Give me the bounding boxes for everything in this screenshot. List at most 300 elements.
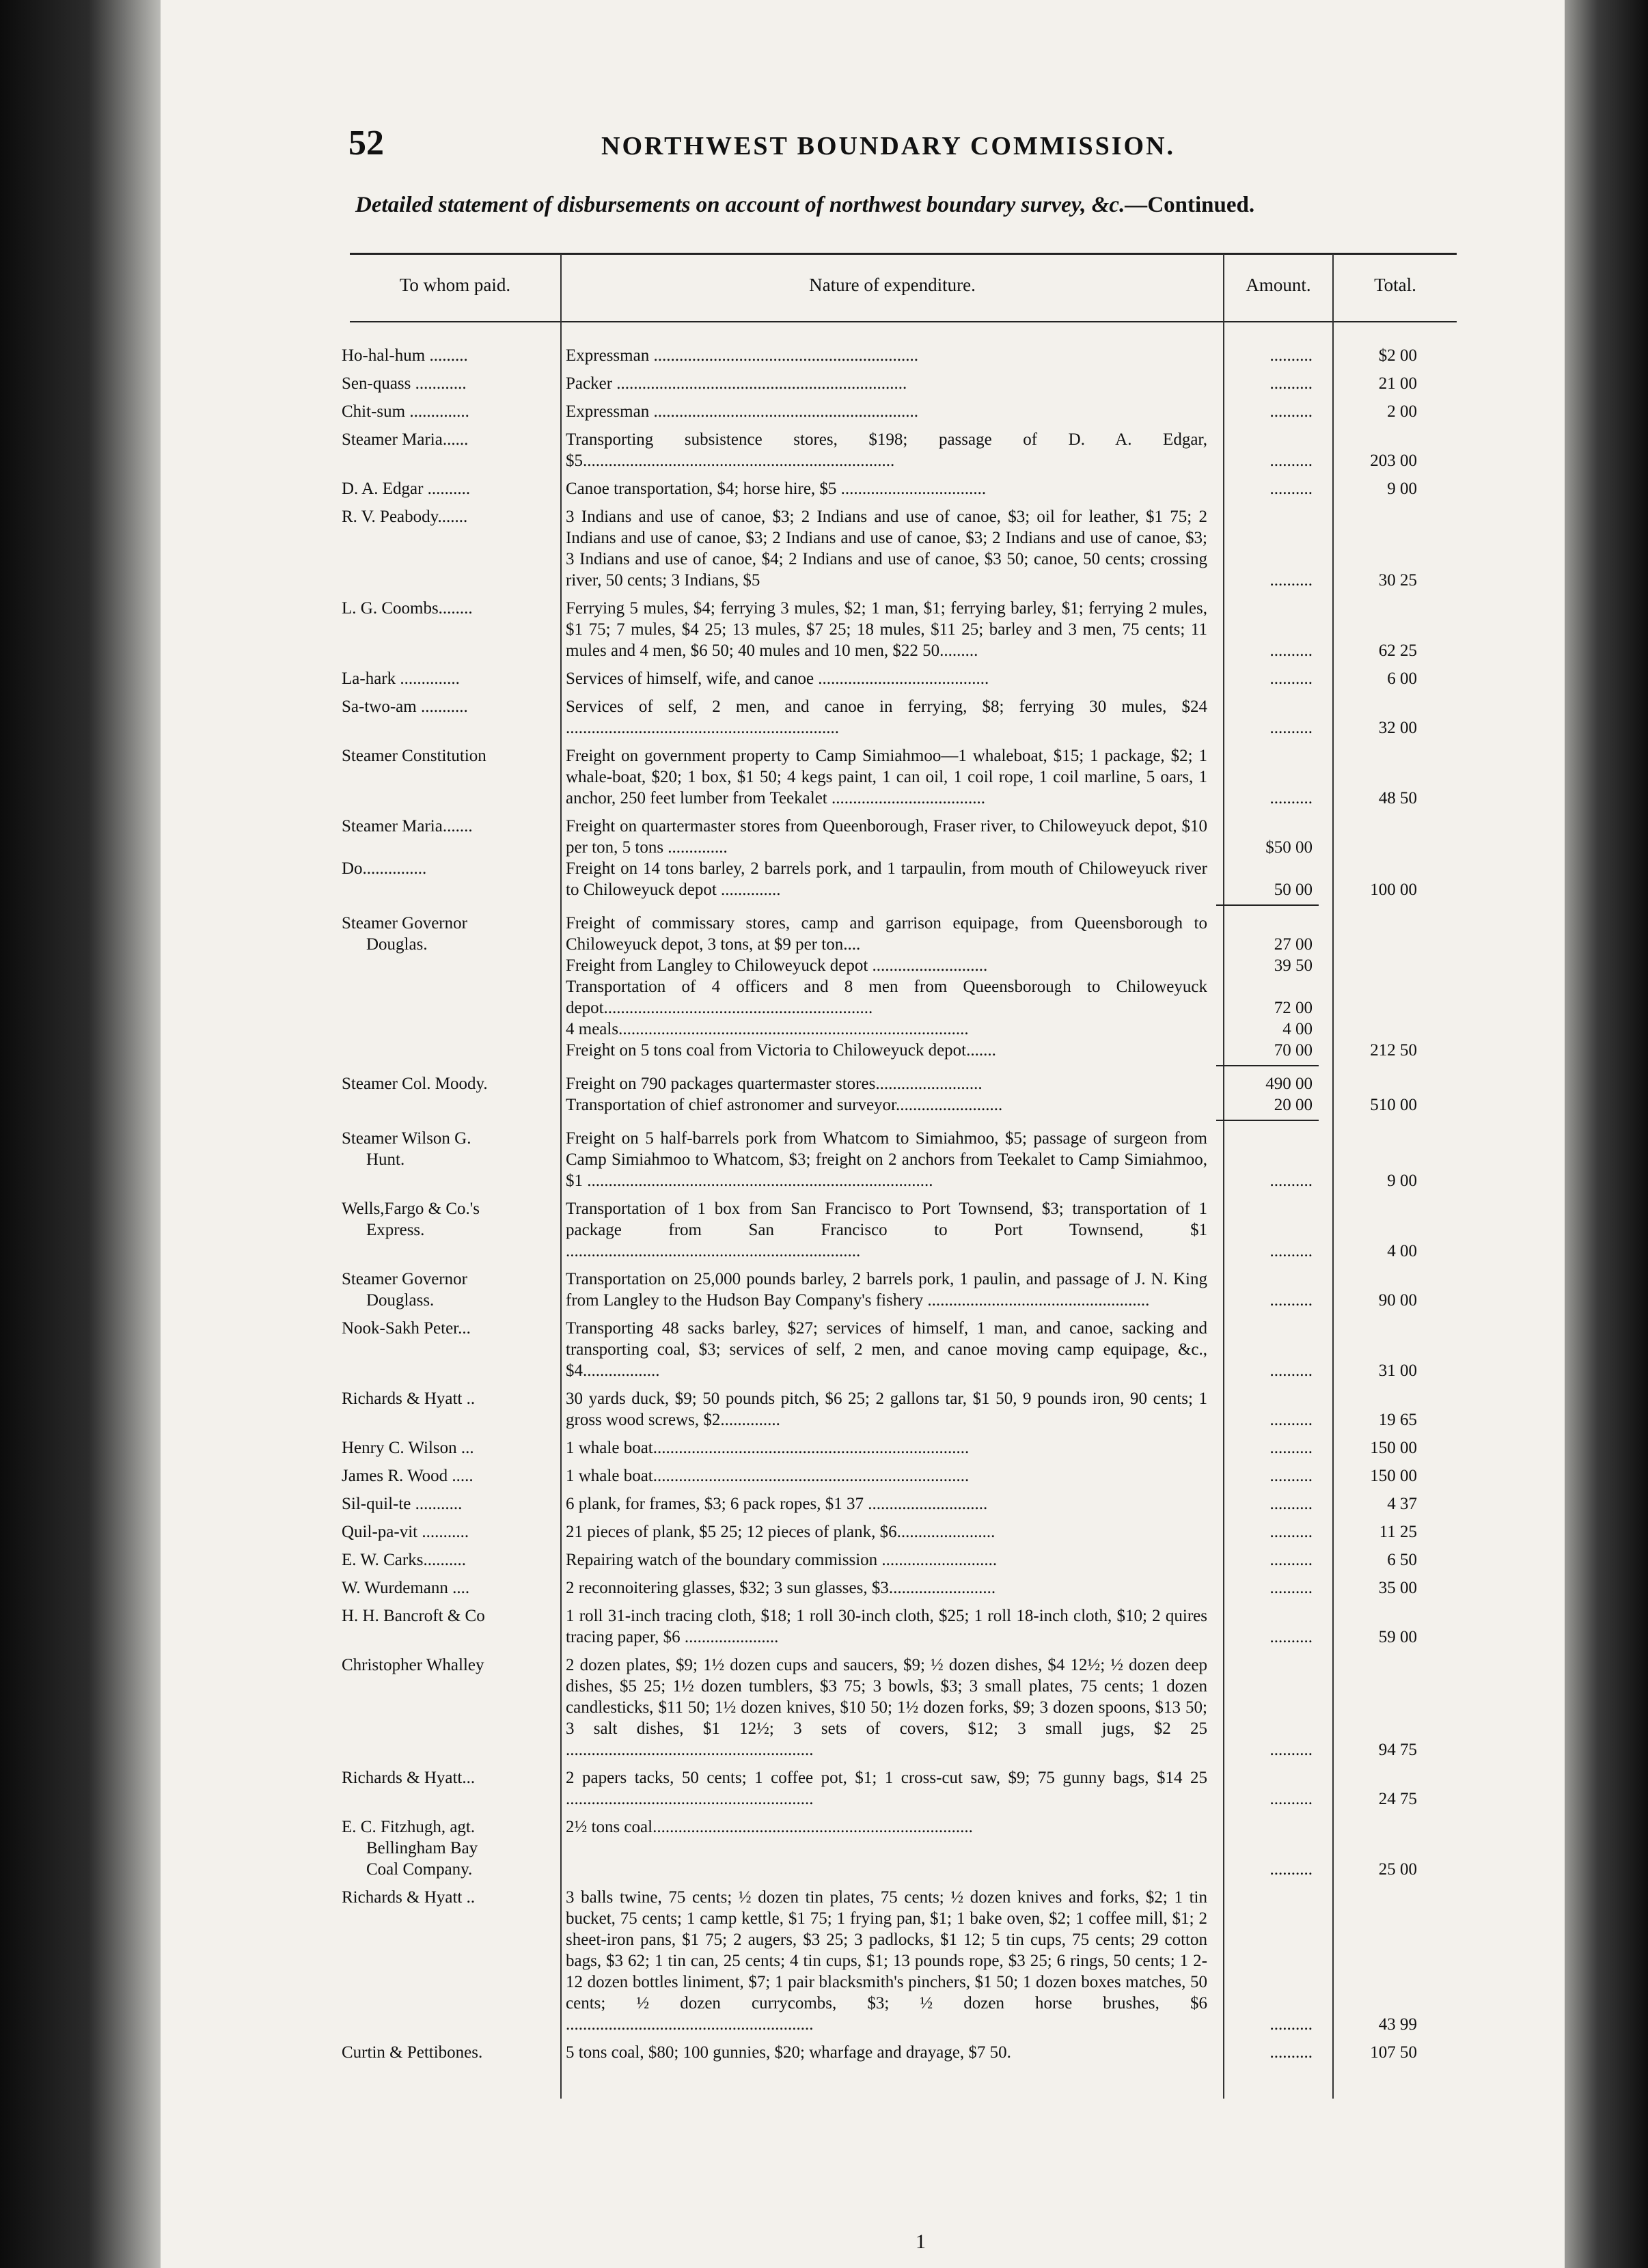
table-row	[342, 1040, 1455, 1061]
total-cell	[1322, 1577, 1442, 1599]
total-cell	[1322, 598, 1442, 661]
nature-cell: Freight on 5 half-barrels pork from Whatcom to Simiahmoo, $5; passage of surgeon from Camp Simiahmoo to Whatcom, $3; freight on 2 anchors from Teekalet to Camp Simiahmoo, $1 .................................................................................	[566, 1129, 1207, 1190]
row-spacer	[342, 499, 1455, 506]
payee-cell	[342, 745, 560, 809]
total-value: 2 00	[1387, 402, 1417, 421]
payee-line: L. G. Coombs........	[342, 599, 473, 618]
amount-value: ..........	[1269, 1741, 1313, 1759]
payee-line: Sil-quil-te ...........	[342, 1495, 463, 1513]
payee-cell	[342, 955, 560, 976]
amount-cell	[1213, 976, 1322, 1019]
row-spacer	[342, 2035, 1455, 2042]
table-subtitle	[355, 193, 1517, 218]
amount-cell	[1213, 429, 1322, 471]
book-binding-left	[0, 0, 161, 2268]
nature-cell: Transporting 48 sacks barley, $27; services of himself, 1 man, and canoe, sacking and transporting coal, $3; services of self, 2 men, and canoe moving camp equipage, &c., $4..................	[566, 1319, 1207, 1380]
row-spacer	[342, 471, 1455, 478]
amount-value: ..........	[1269, 1172, 1313, 1190]
row-spacer	[342, 906, 1455, 913]
amount-cell	[1213, 1073, 1322, 1094]
row-spacer	[342, 366, 1455, 373]
amount-value: 490 00	[1265, 1075, 1313, 1093]
row-spacer	[342, 1760, 1455, 1767]
nature-cell: 1 roll 31-inch tracing cloth, $18; 1 roll 30-inch cloth, $25; 1 roll 18-inch cloth, $10; 2 quires tracing paper, $6 ......................	[566, 1607, 1207, 1646]
nature-cell: 3 balls twine, 75 cents; ½ dozen tin plates, 75 cents; ½ dozen knives and forks, $2; 1 tin bucket, 75 cents; 1 camp kettle, $1 75; 1 frying pan, $1; 1 bake oven, $2; 1 coffee mill, $1; 2 sheet-iron pans, $1 75; 2 augers, $3 25; 3 padlocks, $1 12; 5 tin cups, 75 cents; 29 cotton bags, $3 62; 1 tin can, 25 cents; 4 tin cups, $1; 13 pounds rope, $3 25; 6 rings, 50 cents; 1 2-12 dozen bottles liniment, $7; 1 pair blacksmith's pinchers, $1 50; 1 dozen boxes matches, 50 cents; ½ dozen currycombs, $3; ½ dozen horse brushes, $6 ..........................................................	[566, 1888, 1207, 2034]
payee-cell	[342, 858, 560, 900]
payee-line: Christopher Whalley	[342, 1656, 484, 1674]
column-header-amount: Amount.	[1246, 275, 1311, 295]
table-row	[342, 1019, 1455, 1040]
amount-value: ..........	[1269, 452, 1313, 470]
row-spacer	[342, 661, 1455, 668]
payee-cell	[342, 1269, 560, 1311]
amount-value: ..........	[1269, 719, 1313, 737]
nature-cell: 30 yards duck, $9; 50 pounds pitch, $6 25; 2 gallons tar, $1 50, 9 pounds iron, 90 cents; 1 gross wood screws, $2..............	[566, 1389, 1207, 1429]
total-cell	[1322, 1269, 1442, 1311]
amount-cell	[1213, 1767, 1322, 1810]
payee-cell	[342, 1019, 560, 1040]
total-cell	[1322, 1040, 1442, 1061]
total-value: 4 37	[1387, 1495, 1417, 1513]
footer-mark: 1	[916, 2230, 926, 2253]
payee-line: Do...............	[342, 859, 427, 878]
subtitle-continued: Continued.	[1147, 193, 1255, 217]
table-row	[342, 913, 1455, 955]
amount-cell	[1213, 506, 1322, 591]
amount-cell	[1213, 1094, 1322, 1116]
payee-line: D. A. Edgar ..........	[342, 480, 471, 498]
table-row	[342, 2042, 1455, 2063]
table-row	[342, 745, 1455, 809]
payee-cell	[342, 1887, 560, 2035]
payee-line: Curtin & Pettibones.	[342, 2043, 483, 2062]
payee-line: Quil-pa-vit ...........	[342, 1523, 469, 1541]
payee-cell	[342, 401, 560, 422]
payee-cell	[342, 2042, 560, 2063]
amount-value: 39 50	[1274, 956, 1313, 975]
payee-line: Sa-two-am ...........	[342, 697, 468, 716]
row-spacer	[342, 1571, 1455, 1577]
amount-cell	[1213, 1019, 1322, 1040]
total-value: 9 00	[1387, 1172, 1417, 1190]
book-binding-right	[1565, 0, 1648, 2268]
amount-cell	[1213, 478, 1322, 499]
payee-line: H. H. Bancroft & Co	[342, 1607, 485, 1625]
nature-cell: Repairing watch of the boundary commission ...........................	[566, 1551, 998, 1569]
row-spacer	[342, 1458, 1455, 1465]
payee-line: R. V. Peabody.......	[342, 508, 468, 526]
amount-cell	[1213, 745, 1322, 809]
total-cell	[1322, 2042, 1442, 2063]
total-value: 11 25	[1379, 1523, 1417, 1541]
payee-line: Steamer Governor	[342, 1270, 467, 1288]
payee-cell	[342, 1816, 560, 1880]
total-cell	[1322, 1388, 1442, 1430]
nature-cell: 5 tons coal, $80; 100 gunnies, $20; wharfage and drayage, $7 50.	[566, 2043, 1011, 2062]
table-row	[342, 955, 1455, 976]
total-value: $2 00	[1378, 346, 1417, 365]
payee-line: Steamer Col. Moody.	[342, 1075, 488, 1093]
row-spacer	[342, 1191, 1455, 1198]
amount-cell	[1213, 373, 1322, 394]
payee-line: Chit-sum ..............	[342, 402, 469, 421]
payee-cell	[342, 696, 560, 738]
total-cell	[1322, 506, 1442, 591]
nature-cell: Transportation of 4 officers and 8 men from Queensborough to Chiloweyuck depot...............................................................	[566, 978, 1207, 1017]
amount-cell	[1213, 955, 1322, 976]
amount-cell	[1213, 1269, 1322, 1311]
row-spacer	[342, 1381, 1455, 1388]
payee-cell	[342, 1198, 560, 1262]
amount-value: ..........	[1269, 669, 1313, 688]
table-row	[342, 478, 1455, 499]
amount-cell	[1213, 345, 1322, 366]
disbursement-table-body	[342, 345, 1455, 2070]
payee-cell	[342, 1605, 560, 1648]
amount-value: ..........	[1269, 1291, 1313, 1310]
table-row	[342, 858, 1455, 900]
payee-line: Richards & Hyatt...	[342, 1769, 476, 1787]
total-value: 25 00	[1378, 1860, 1417, 1879]
amount-cell	[1213, 1318, 1322, 1381]
total-cell	[1322, 373, 1442, 394]
nature-cell: Transporting subsistence stores, $198; passage of D. A. Edgar, $5.........................................................................	[566, 430, 1207, 470]
total-value: 510 00	[1370, 1096, 1417, 1114]
payee-cell	[342, 345, 560, 366]
table-row	[342, 1388, 1455, 1430]
amount-value: ..........	[1269, 374, 1313, 393]
total-cell	[1322, 345, 1442, 366]
row-spacer	[342, 1648, 1455, 1655]
payee-line: Hunt.	[366, 1150, 405, 1169]
amount-cell	[1213, 1465, 1322, 1486]
amount-cell	[1213, 2042, 1322, 2063]
amount-value: ..........	[1269, 1495, 1313, 1513]
payee-cell	[342, 506, 560, 591]
total-value: 203 00	[1370, 452, 1417, 470]
total-value: 19 65	[1378, 1411, 1417, 1429]
page-number: 52	[348, 124, 384, 163]
amount-value: 4 00	[1282, 1020, 1313, 1038]
amount-value: ..........	[1269, 1242, 1313, 1260]
total-value: 107 50	[1370, 2043, 1417, 2062]
amount-cell	[1213, 1388, 1322, 1430]
amount-value: 70 00	[1274, 1041, 1313, 1060]
row-spacer	[342, 689, 1455, 696]
total-value: 43 99	[1378, 2015, 1417, 2034]
row-spacer	[342, 1430, 1455, 1437]
amount-value: ..........	[1269, 346, 1313, 365]
row-spacer	[342, 1066, 1455, 1073]
amount-cell	[1213, 1887, 1322, 2035]
payee-line: Steamer Maria......	[342, 430, 469, 449]
table-row	[342, 1073, 1455, 1094]
total-value: 6 50	[1387, 1551, 1417, 1569]
table-row	[342, 1318, 1455, 1381]
payee-cell	[342, 1655, 560, 1760]
amount-cell	[1213, 1437, 1322, 1458]
table-row	[342, 696, 1455, 738]
running-title: NORTHWEST BOUNDARY COMMISSION.	[601, 132, 1176, 161]
total-value: 59 00	[1378, 1628, 1417, 1646]
row-spacer	[342, 1515, 1455, 1521]
amount-cell	[1213, 1128, 1322, 1191]
nature-cell: Transportation on 25,000 pounds barley, 2 barrels pork, 1 paulin, and passage of J. N. King from Langley to the Hudson Bay Company's fishery ....................................................	[566, 1270, 1207, 1310]
nature-cell: Freight on quartermaster stores from Queenborough, Fraser river, to Chiloweyuck depot, $10 per ton, 5 tons ..............	[566, 817, 1207, 857]
payee-line: Nook-Sakh Peter...	[342, 1319, 471, 1338]
amount-value: ..........	[1269, 1790, 1313, 1808]
row-spacer	[342, 1880, 1455, 1887]
payee-line: Ho-hal-hum .........	[342, 346, 468, 365]
total-cell	[1322, 1094, 1442, 1116]
total-value: 62 25	[1378, 641, 1417, 660]
table-row	[342, 1655, 1455, 1760]
amount-cell	[1213, 598, 1322, 661]
column-header-nature: Nature of expenditure.	[809, 275, 976, 295]
table-header-rule	[350, 321, 1457, 322]
amount-cell	[1213, 1521, 1322, 1543]
payee-line: Steamer Maria.......	[342, 817, 473, 835]
table-row	[342, 1816, 1455, 1880]
total-cell	[1322, 401, 1442, 422]
payee-cell	[342, 1521, 560, 1543]
payee-cell	[342, 373, 560, 394]
amount-value: ..........	[1269, 641, 1313, 660]
table-row	[342, 1094, 1455, 1116]
total-cell	[1322, 1887, 1442, 2035]
total-value: 24 75	[1378, 1790, 1417, 1808]
nature-cell: 2 papers tacks, 50 cents; 1 coffee pot, $1; 1 cross-cut saw, $9; 75 gunny bags, $14 25 ..........................................................	[566, 1769, 1207, 1808]
total-value: 35 00	[1378, 1579, 1417, 1597]
table-row	[342, 1577, 1455, 1599]
total-value: 90 00	[1378, 1291, 1417, 1310]
amount-value: ..........	[1269, 1628, 1313, 1646]
payee-line: Coal Company.	[366, 1860, 473, 1879]
total-cell	[1322, 1128, 1442, 1191]
total-value: 30 25	[1378, 571, 1417, 590]
amount-cell	[1213, 1577, 1322, 1599]
nature-cell: 3 Indians and use of canoe, $3; 2 Indians and use of canoe, $3; oil for leather, $1 75; 2 Indians and use of canoe, $3; 2 Indians and use of canoe, $3; 2 Indians and use of canoe, $3; 3 Indians and use of canoe, $4; 2 Indians and use of canoe, $3 50; canoe, 50 cents; crossing river, 50 cents; 3 Indians, $5	[566, 508, 1207, 590]
table-row	[342, 1767, 1455, 1810]
payee-line: E. C. Fitzhugh, agt.	[342, 1818, 476, 1836]
nature-cell: Freight from Langley to Chiloweyuck depot ...........................	[566, 956, 988, 975]
payee-cell	[342, 1767, 560, 1810]
payee-cell	[342, 1437, 560, 1458]
table-row	[342, 1605, 1455, 1648]
amount-value: ..........	[1269, 1523, 1313, 1541]
row-spacer	[342, 1599, 1455, 1605]
payee-cell	[342, 1128, 560, 1191]
payee-line: Richards & Hyatt ..	[342, 1389, 476, 1408]
row-spacer	[342, 1486, 1455, 1493]
table-row	[342, 1549, 1455, 1571]
amount-value: ..........	[1269, 1361, 1313, 1380]
table-row	[342, 1269, 1455, 1311]
column-header-to-whom-paid: To whom paid.	[399, 275, 511, 295]
amount-cell	[1213, 858, 1322, 900]
payee-cell	[342, 913, 560, 955]
payee-line: Express.	[366, 1221, 425, 1239]
total-cell	[1322, 1318, 1442, 1381]
payee-cell	[342, 1388, 560, 1430]
row-spacer	[342, 809, 1455, 816]
payee-line: Wells,Fargo & Co.'s	[342, 1200, 480, 1218]
table-row	[342, 598, 1455, 661]
table-row	[342, 1198, 1455, 1262]
total-value: 4 00	[1387, 1242, 1417, 1260]
amount-cell	[1213, 1605, 1322, 1648]
nature-cell: 4 meals..................................................................................	[566, 1020, 969, 1038]
total-value: 212 50	[1370, 1041, 1417, 1060]
table-row	[342, 401, 1455, 422]
row-spacer	[342, 1810, 1455, 1816]
total-cell	[1322, 429, 1442, 471]
table-row	[342, 429, 1455, 471]
payee-cell	[342, 668, 560, 689]
total-cell	[1322, 1198, 1442, 1262]
payee-cell	[342, 816, 560, 858]
amount-value: ..........	[1269, 571, 1313, 590]
payee-line: E. W. Carks..........	[342, 1551, 466, 1569]
nature-cell: 1 whale boat..........................................................................	[566, 1439, 970, 1457]
payee-cell	[342, 1040, 560, 1061]
total-cell	[1322, 1437, 1442, 1458]
payee-line: Sen-quass ............	[342, 374, 467, 393]
payee-line: La-hark ..............	[342, 669, 460, 688]
total-cell	[1322, 1816, 1442, 1880]
payee-line: Steamer Wilson G.	[342, 1129, 471, 1148]
row-spacer	[342, 1311, 1455, 1318]
total-value: 21 00	[1378, 374, 1417, 393]
amount-cell	[1213, 1549, 1322, 1571]
table-row	[342, 1437, 1455, 1458]
amount-value: ..........	[1269, 1579, 1313, 1597]
payee-line: W. Wurdemann ....	[342, 1579, 470, 1597]
total-value: 150 00	[1370, 1467, 1417, 1485]
amount-value: ..........	[1269, 789, 1313, 807]
amount-value: 27 00	[1274, 935, 1313, 954]
nature-cell: 6 plank, for frames, $3; 6 pack ropes, $1 37 ............................	[566, 1495, 988, 1513]
nature-cell: Transportation of chief astronomer and surveyor.........................	[566, 1096, 1003, 1114]
amount-value: ..........	[1269, 2015, 1313, 2034]
row-spacer	[342, 1262, 1455, 1269]
row-spacer	[342, 394, 1455, 401]
total-cell	[1322, 745, 1442, 809]
payee-cell	[342, 429, 560, 471]
nature-cell: Services of himself, wife, and canoe ........................................	[566, 669, 989, 688]
total-cell	[1322, 858, 1442, 900]
row-spacer	[342, 1121, 1455, 1128]
amount-cell	[1213, 816, 1322, 858]
payee-cell	[342, 1549, 560, 1571]
payee-cell	[342, 1493, 560, 1515]
amount-value: ..........	[1269, 1439, 1313, 1457]
nature-cell: 21 pieces of plank, $5 25; 12 pieces of plank, $6.......................	[566, 1523, 995, 1541]
payee-cell	[342, 1465, 560, 1486]
nature-cell: Freight on 790 packages quartermaster stores.........................	[566, 1075, 983, 1093]
table-row	[342, 1465, 1455, 1486]
amount-value: ..........	[1269, 1860, 1313, 1879]
nature-cell: 2 reconnoitering glasses, $32; 3 sun glasses, $3.........................	[566, 1579, 996, 1597]
amount-value: 50 00	[1274, 881, 1313, 899]
total-value: 100 00	[1370, 881, 1417, 899]
subtitle-text: Detailed statement of disbursements on account of northwest boundary survey, &c.—	[355, 193, 1148, 217]
table-row	[342, 668, 1455, 689]
nature-cell: Freight of commissary stores, camp and garrison equipage, from Queensborough to Chiloweyuck depot, 3 tons, at $9 per ton....	[566, 914, 1207, 954]
amount-cell	[1213, 1816, 1322, 1880]
row-spacer	[342, 422, 1455, 429]
payee-line: Bellingham Bay	[366, 1839, 478, 1857]
nature-cell: Canoe transportation, $4; horse hire, $5 ..................................	[566, 480, 987, 498]
amount-value: ..........	[1269, 2043, 1313, 2062]
amount-value: ..........	[1269, 1467, 1313, 1485]
amount-value: ..........	[1269, 1411, 1313, 1429]
nature-cell: Freight on government property to Camp Simiahmoo—1 whaleboat, $15; 1 package, $2; 1 whale-boat, $20; 1 box, $1 50; 4 kegs paint, 1 can oil, 1 coil rope, 1 coil marline, 5 oars, 1 anchor, 250 feet lumber from Teekalet ....................................	[566, 747, 1207, 807]
total-cell	[1322, 1493, 1442, 1515]
payee-line: James R. Wood .....	[342, 1467, 473, 1485]
amount-cell	[1213, 1198, 1322, 1262]
total-cell	[1322, 1767, 1442, 1810]
payee-line: Steamer Governor	[342, 914, 467, 932]
total-value: 48 50	[1378, 789, 1417, 807]
row-spacer	[342, 738, 1455, 745]
total-value: 32 00	[1378, 719, 1417, 737]
payee-cell	[342, 1577, 560, 1599]
total-value: 150 00	[1370, 1439, 1417, 1457]
table-row	[342, 1493, 1455, 1515]
total-cell	[1322, 1549, 1442, 1571]
total-cell	[1322, 696, 1442, 738]
nature-cell: Packer ....................................................................	[566, 374, 907, 393]
page-header	[348, 123, 1483, 178]
table-row	[342, 1128, 1455, 1191]
payee-line: Steamer Constitution	[342, 747, 486, 765]
nature-cell: 2 dozen plates, $9; 1½ dozen cups and saucers, $9; ½ dozen dishes, $4 12½; ½ dozen deep dishes, $5 25; 1½ dozen tumblers, $3 75; 3 bowls, $3; 3 small plates, 75 cents; 1 dozen candlesticks, $11 50; 1½ dozen knives, $10 50; 1½ dozen forks, $9; 3 dozen spoons, $13 50; 3 salt dishes, $1 12½; 3 sets of covers, $12; 3 small jugs, $2 25 ..........................................................	[566, 1656, 1207, 1759]
table-row	[342, 1887, 1455, 2035]
amount-value: 20 00	[1274, 1096, 1313, 1114]
amount-value: $50 00	[1265, 838, 1313, 857]
table-row	[342, 1521, 1455, 1543]
payee-cell	[342, 1318, 560, 1381]
amount-cell	[1213, 696, 1322, 738]
nature-cell: 2½ tons coal...........................................................................	[566, 1818, 973, 1836]
nature-cell: 1 whale boat..........................................................................	[566, 1467, 970, 1485]
total-cell	[1322, 1605, 1442, 1648]
payee-cell	[342, 1094, 560, 1116]
row-spacer	[342, 1543, 1455, 1549]
amount-cell	[1213, 401, 1322, 422]
amount-value: ..........	[1269, 1551, 1313, 1569]
amount-value: ..........	[1269, 402, 1313, 421]
payee-cell	[342, 598, 560, 661]
nature-cell: Freight on 5 tons coal from Victoria to Chiloweyuck depot.......	[566, 1041, 996, 1060]
amount-value: ..........	[1269, 480, 1313, 498]
payee-line: Richards & Hyatt ..	[342, 1888, 476, 1907]
payee-line: Henry C. Wilson ...	[342, 1439, 474, 1457]
total-cell	[1322, 668, 1442, 689]
table-row	[342, 373, 1455, 394]
nature-cell: Expressman ..............................................................	[566, 402, 918, 421]
amount-cell	[1213, 1040, 1322, 1061]
amount-cell	[1213, 668, 1322, 689]
payee-cell	[342, 478, 560, 499]
nature-cell: Services of self, 2 men, and canoe in ferrying, $8; ferrying 30 mules, $24 ................................................................	[566, 697, 1207, 737]
amount-value: 72 00	[1274, 999, 1313, 1017]
total-cell	[1322, 478, 1442, 499]
total-cell	[1322, 1521, 1442, 1543]
total-value: 9 00	[1387, 480, 1417, 498]
row-spacer	[342, 2063, 1455, 2070]
